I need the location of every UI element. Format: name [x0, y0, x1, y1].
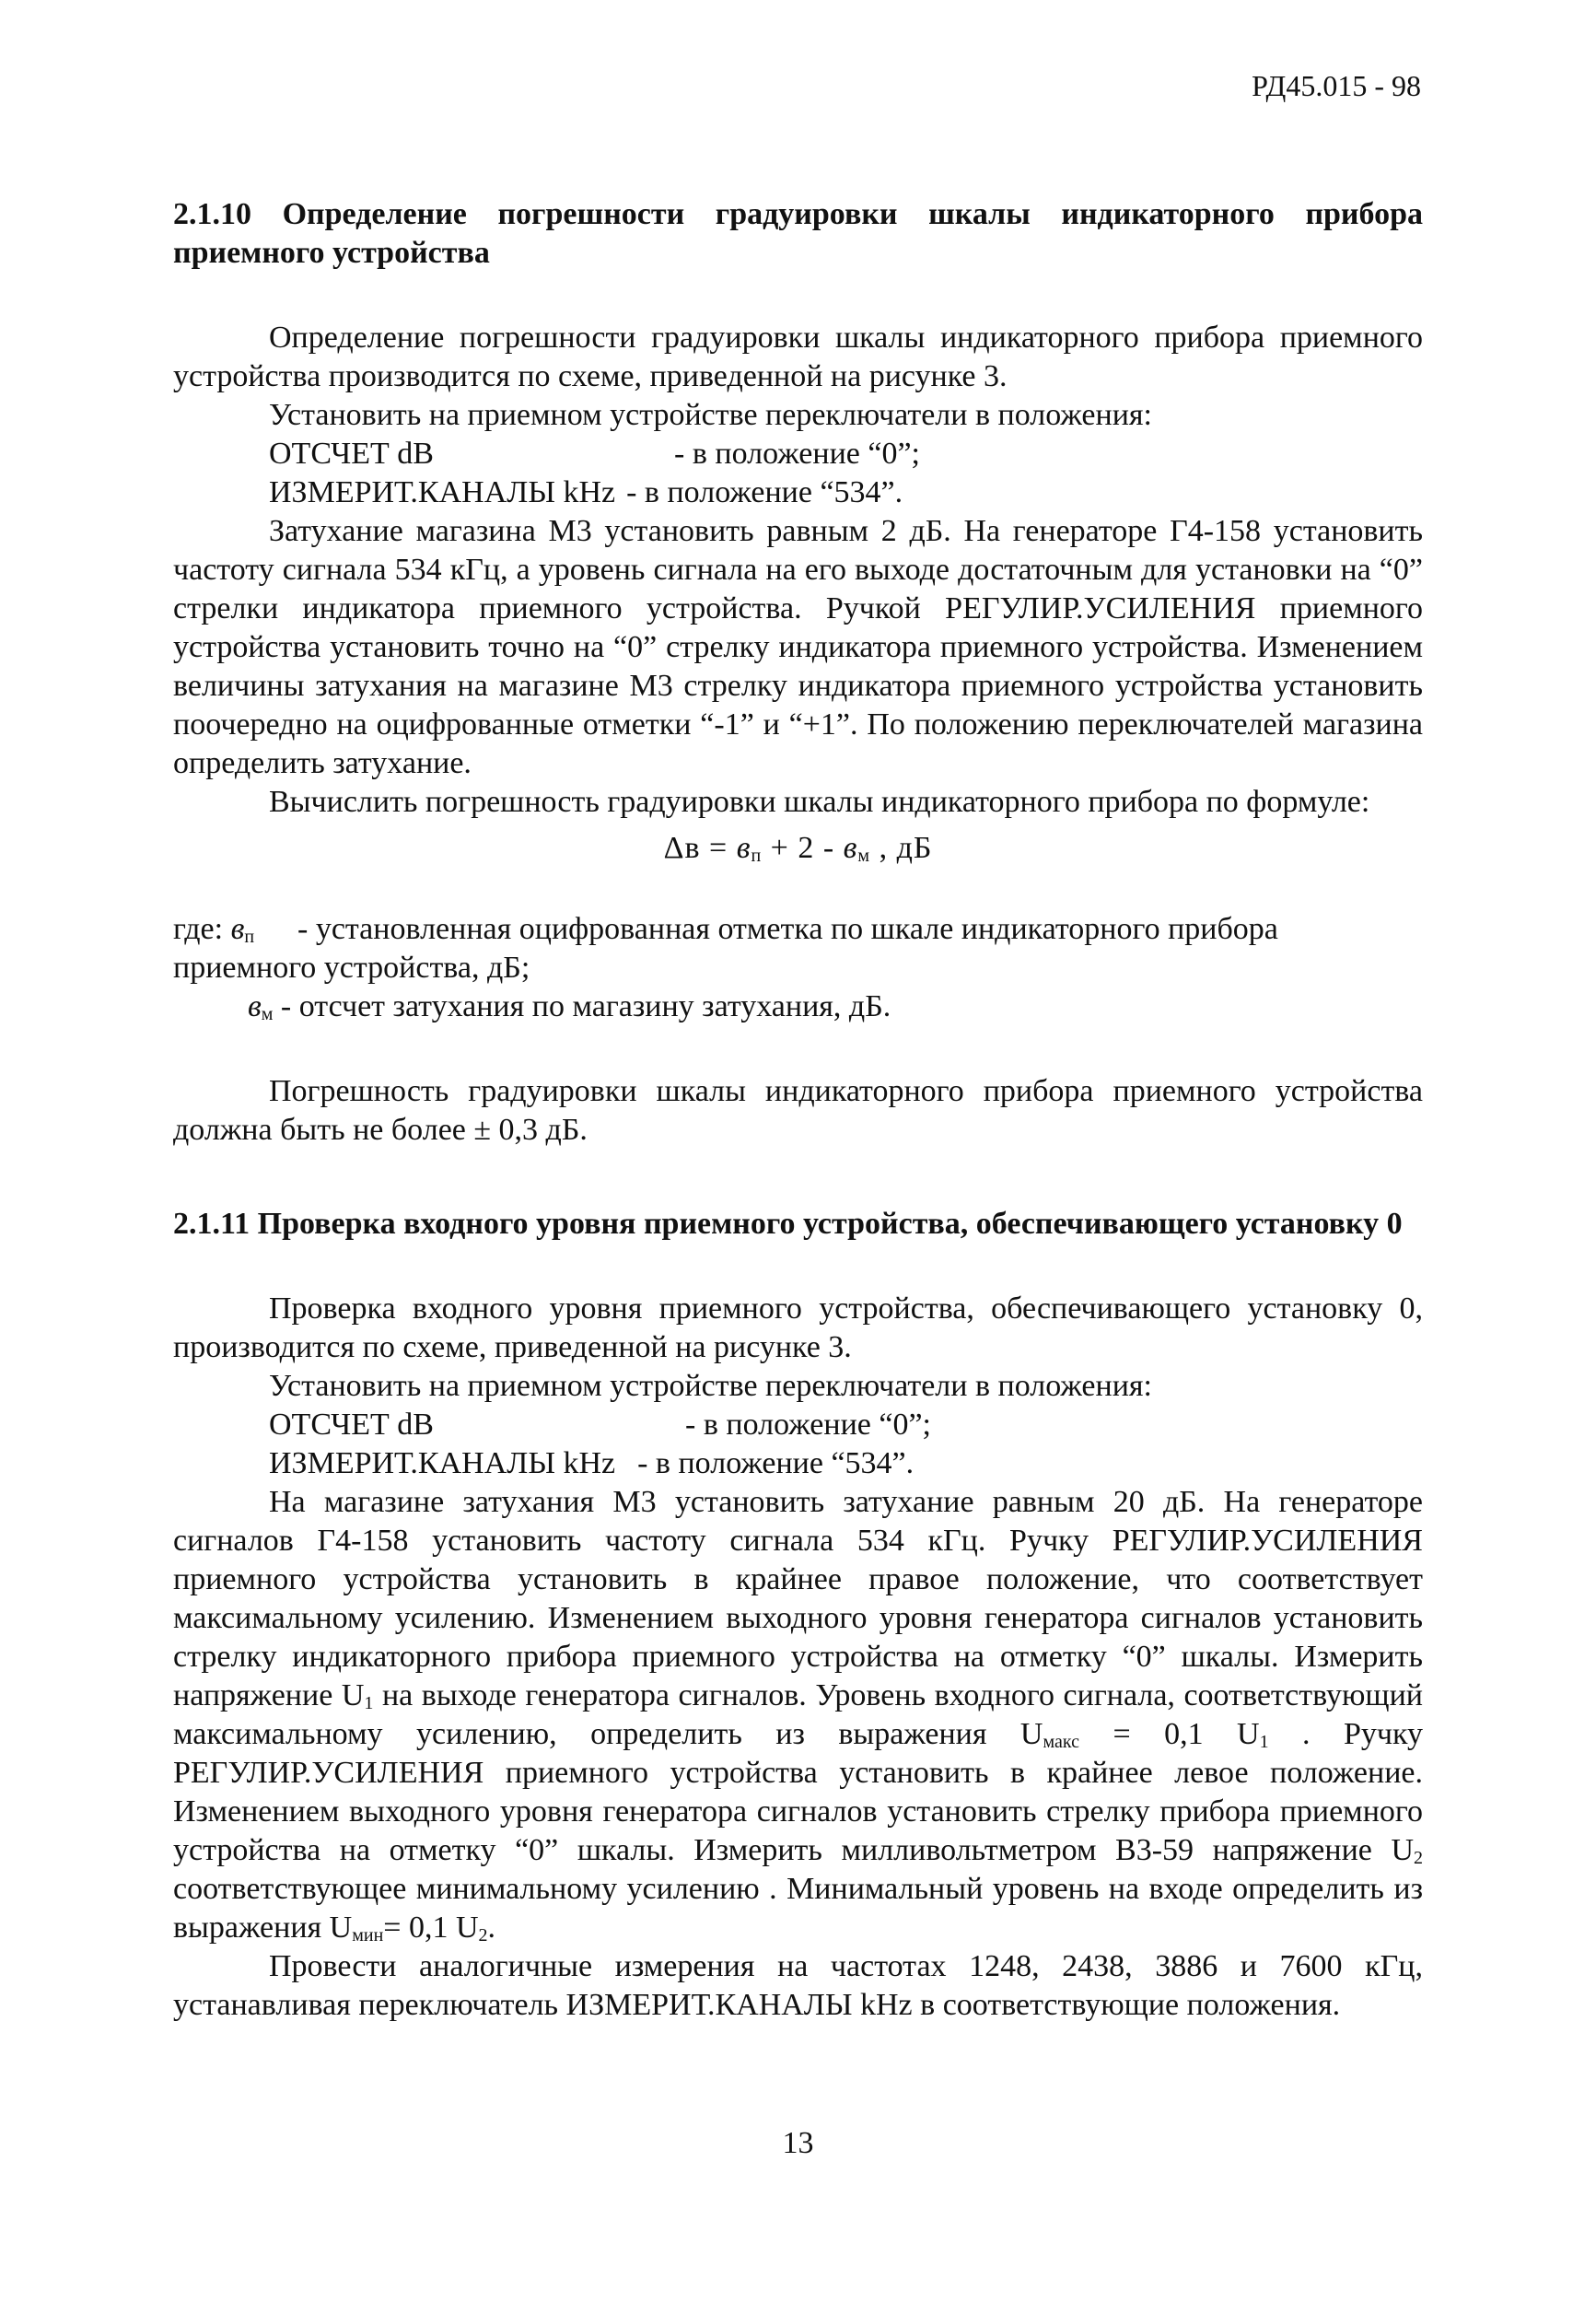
where-var-subscript: п — [244, 927, 255, 947]
switch-setting-row — [269, 473, 1423, 512]
switch-name: ОТСЧЕТ dB — [269, 1408, 434, 1442]
switch-name: ИЗМЕРИТ.КАНАЛЫ kHz — [269, 1446, 616, 1480]
section-heading-2-1-10: 2.1.10 Определение погрешности градуировки шкалы индикаторного прибора приемного устройства — [173, 197, 1423, 270]
formula-subscript: п — [751, 846, 763, 866]
formula-operators: + 2 - — [770, 831, 835, 865]
section-heading-2-1-11: 2.1.11 Проверка входного уровня приемного устройства, обеспечивающего установку 0 — [173, 1207, 1403, 1241]
where-description-continued: приемного устройства, дБ; — [173, 951, 530, 985]
paragraph: Проверка входного уровня приемного устройства, обеспечивающего установку 0, производится по схеме, приведенной на рисунке 3. — [173, 1291, 1423, 1364]
switch-name: ОТСЧЕТ dB — [269, 437, 434, 471]
where-description: - отсчет затухания по магазину затухания, дБ. — [280, 989, 891, 1023]
paragraph: Провести аналогичные измерения на частотах 1248, 2438, 3886 и 7600 кГц, устанавливая переключатель ИЗМЕРИТ.КАНАЛЫ kHz в соответствующие положения. — [173, 1949, 1423, 2022]
spacer — [173, 273, 1423, 319]
switch-value: - в положение “0”; — [674, 437, 920, 471]
switch-setting-row — [269, 1444, 1423, 1483]
spacer — [173, 1026, 1423, 1072]
where-var: в — [230, 912, 245, 946]
formula-eq: = — [709, 831, 728, 865]
page-content — [173, 195, 1423, 2025]
switch-value: - в положение “534”. — [626, 475, 903, 509]
paragraph: Погрешность градуировки шкалы индикаторного прибора приемного устройства должна быть не более ± 0,3 дБ. — [173, 1074, 1423, 1147]
formula-lhs: Δв — [663, 831, 701, 865]
paragraph: Вычислить погрешность градуировки шкалы индикаторного прибора по формуле: — [269, 785, 1370, 819]
where-block — [173, 910, 1423, 949]
spacer — [173, 1244, 1423, 1290]
where-var: в — [248, 989, 262, 1023]
formula-var: в — [736, 831, 751, 865]
switch-name: ИЗМЕРИТ.КАНАЛЫ kHz — [269, 475, 616, 509]
paragraph: Затухание магазина М3 установить равным 2 дБ. На генераторе Г4-158 установить частоту сигнала 534 кГц, а уровень сигнала на его выходе достаточным для установки на “0” стрелки индикатора приемного устройства. Ручкой РЕГУЛИР.УСИЛЕНИЯ приемного устройства установить точно на “0” стрелку индикатора приемного устройства. Изменением величины затухания на магазине М3 стрелку индикатора приемного устройства установить поочередно на оцифрованные отметки “-1” и “+1”. По положению переключателей магазина определить затухание. — [173, 514, 1423, 780]
document-code: РД45.015 - 98 — [1252, 69, 1421, 102]
paragraph: Установить на приемном устройстве переключатели в положения: — [269, 1369, 1152, 1403]
formula-var: в — [843, 831, 858, 865]
paragraph: Установить на приемном устройстве переключатели в положения: — [269, 398, 1152, 432]
formula-unit: , дБ — [879, 831, 933, 865]
where-block — [173, 987, 1423, 1026]
spacer — [173, 1150, 1423, 1205]
switch-setting-row — [269, 435, 1423, 473]
switch-setting-row — [269, 1406, 1423, 1444]
switch-value: - в положение “534”. — [637, 1446, 914, 1480]
formula-subscript: м — [857, 846, 871, 866]
where-var-subscript: м — [261, 1004, 274, 1024]
page-number: 13 — [782, 2126, 814, 2160]
paragraph: Определение погрешности градуировки шкалы индикаторного прибора приемного устройства производится по схеме, приведенной на рисунке 3. — [173, 321, 1423, 393]
paragraph: На магазине затухания М3 установить затухание равным 20 дБ. На генераторе сигналов Г4-158 установить частоту сигнала 534 кГц. Ручку РЕГУЛИР.УСИЛЕНИЯ приемного устройства установить в крайнее правое положение, что соответствует максимальному усилению. Изменением выходного уровня генератора сигналов установить стрелку индикаторного прибора приемного устройства на отметку “0” шкалы. Измерить напряжение $U_1$ на выходе генератора сигналов. Уровень входного сигнала, соответствующий максимальному усилению, определить из выражения $U_{макс} = 0,1$ $U_1$ . Ручку РЕГУЛИР.УСИЛЕНИЯ приемного устройства установить в крайнее левое положение. Изменением выходного уровня генератора сигналов установить стрелку прибора приемного устройства на отметку “0” шкалы. Измерить милливольтметром В3-59 напряжение $U_2$ соответствующее минимальному усилению . Минимальный уровень на входе определить из выражения $U_{мин}= 0,1$ $U_2$. — [173, 1485, 1424, 1946]
switch-value: - в положение “0”; — [685, 1408, 931, 1442]
where-label: где: $в_п$ — [173, 912, 255, 947]
formula — [173, 829, 1423, 868]
where-description: - установленная оцифрованная отметка по шкале индикаторного прибора — [297, 912, 1278, 946]
